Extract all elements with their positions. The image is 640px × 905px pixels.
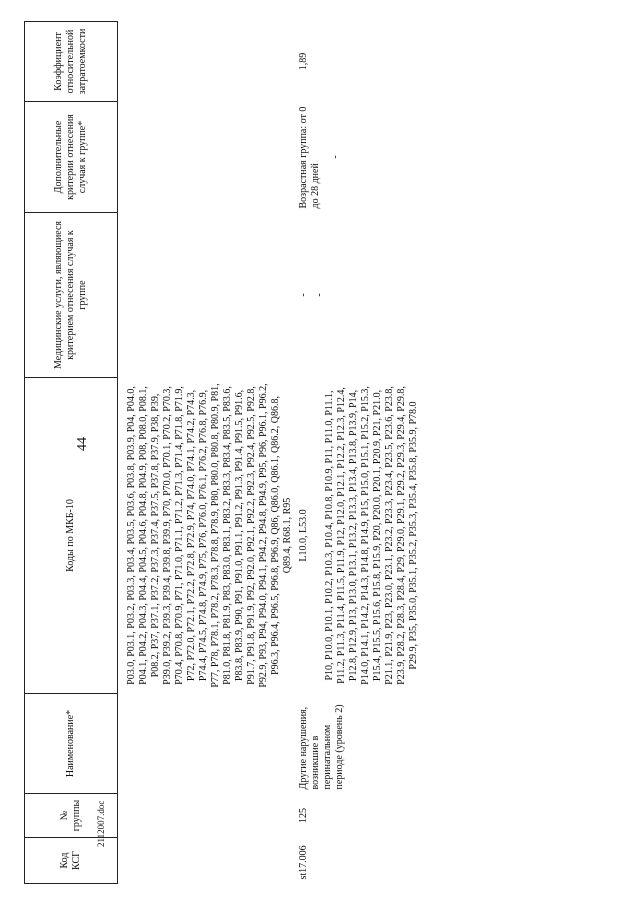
cell-mkb-codes	[296, 378, 422, 694]
cell-ksg-code	[118, 838, 297, 884]
services-value-2: -	[314, 293, 325, 297]
header-name: Наименование*	[25, 694, 118, 794]
header-medical-services: Медицинские услуги, являющиеся критерием отнесения случая к группе	[25, 213, 118, 378]
criteria-value-2: -	[330, 155, 341, 159]
header-mkb-codes: Коды по МКБ-10	[25, 378, 118, 694]
cell-medical-services	[296, 213, 422, 378]
page-number: 44	[75, 437, 90, 451]
cell-medical-services	[118, 213, 297, 378]
cell-cost-coefficient	[118, 22, 297, 102]
cell-group-number	[118, 794, 297, 838]
cell-mkb-codes: P03.0, P03.1, P03.2, P03.3, P03.4, P03.5, P03.6, P03.8, P03.9, P04, P04.0, P04.1, P04.2, P04.3, P04.4, P04.5, P04.6, P04.8, P04.9, P08, P08.0, P08.1, P08.2, P37, P37.1, P37.2, P37.3, P37.4, P37.5, P37.8, P37.9, P38, P39, P39.0, P39.2, P39.3, P39.4, P39.8, P39.9, P70, P70.0, P70.1, P70.2, P70.3, P70.4, P70.8, P70.9, P71, P71.0, P71.1, P71.2, P71.3, P71.4, P71.8, P71.9, P72, P72.0, P72.1, P72.2, P72.8, P72.9, P74, P74.0, P74.1, P74.2, P74.3, P74.4, P74.5, P74.8, P74.9, P75, P76, P76.0, P76.1, P76.2, P76.8, P76.9, P77, P78, P78.1, P78.2, P78.3, P78.8, P78.9, P80, P80.0, P80.8, P80.9, P81, P81.0, P81.8, P81.9, P83, P83.0, P83.1, P83.2, P83.3, P83.4, P83.5, P83.6, P83.8, P83.9, P90, P91, P91.0, P91.1, P91.2, P91.3, P91.4, P91.5, P91.6, P91.7, P91.8, P91.9, P92, P92.0, P92.1, P92.2, P92.3, P92.4, P92.5, P92.8, P92.9, P93, P94, P94.0, P94.1, P94.2, P94.8, P94.9, P95, P96, P96.1, P96.2, P96.3, P96.4, P96.5, P96.8, P96.9, Q86, Q86.0, Q86.1, Q86.2, Q86.8, Q89.4, R68.1, R95	[126, 383, 293, 688]
cell-name	[118, 694, 297, 794]
table-header-row	[25, 22, 118, 884]
ksg-table	[24, 21, 422, 884]
header-group-number: № группы	[25, 794, 118, 838]
criteria-value: Возрастная группа: от 0 до 28 дней	[298, 106, 321, 209]
cell-additional-criteria	[296, 102, 422, 213]
cell-additional-criteria	[118, 102, 297, 213]
mkb-codes-list: P10, P10.0, P10.1, P10.2, P10.3, P10.4, P10.8, P10.9, P11, P11.0, P11.1, P11.2, P11.3, P11.4, P11.5, P11.9, P12, P12.0, P12.1, P12.2, P12.3, P12.4, P12.8, P12.9, P13, P13.0, P13.1, P13.2, P13.3, P13.4, P13.8, P13.9, P14, P14.0, P14.1, P14.2, P14.3, P14.8, P14.9, P15, P15.0, P15.1, P15.2, P15.3, P15.4, P15.5, P15.6, P15.8, P15.9, P20, P20.0, P20.1, P20.9, P21, P21.0, P21.1, P21.9, P23, P23.0, P23.1, P23.2, P23.3, P23.4, P23.5, P23.6, P23.8, P23.9, P28.2, P28.3, P28.4, P29, P29.0, P29.1, P29.2, P29.3, P29.4, P29.8, P29.9, P35, P35.0, P35.1, P35.2, P35.3, P35.4, P35.8, P35.9, P78.0	[324, 386, 419, 685]
header-additional-criteria: Дополнительные критерии отнесения случая к группе*	[25, 102, 118, 213]
cell-cost-coefficient: 1,89	[298, 52, 309, 71]
cell-group-number: 125	[298, 808, 309, 823]
rotated-table-frame	[24, 22, 624, 884]
table-row	[296, 22, 422, 884]
table-row	[118, 22, 297, 884]
cell-ksg-code: st17.006	[298, 845, 309, 880]
header-cost-coefficient: Коэффициент относительной затратоемкости	[25, 22, 118, 102]
document-file-reference: 2112007.doc	[96, 800, 106, 847]
cell-name: Другие нарушения, возникшие в перинатальном периоде (уровень 2)	[298, 704, 345, 790]
services-value: -	[298, 293, 309, 297]
mkb-lead-codes: L10.0, L53.0	[298, 509, 309, 562]
header-ksg-code: Код КСГ	[25, 838, 118, 884]
